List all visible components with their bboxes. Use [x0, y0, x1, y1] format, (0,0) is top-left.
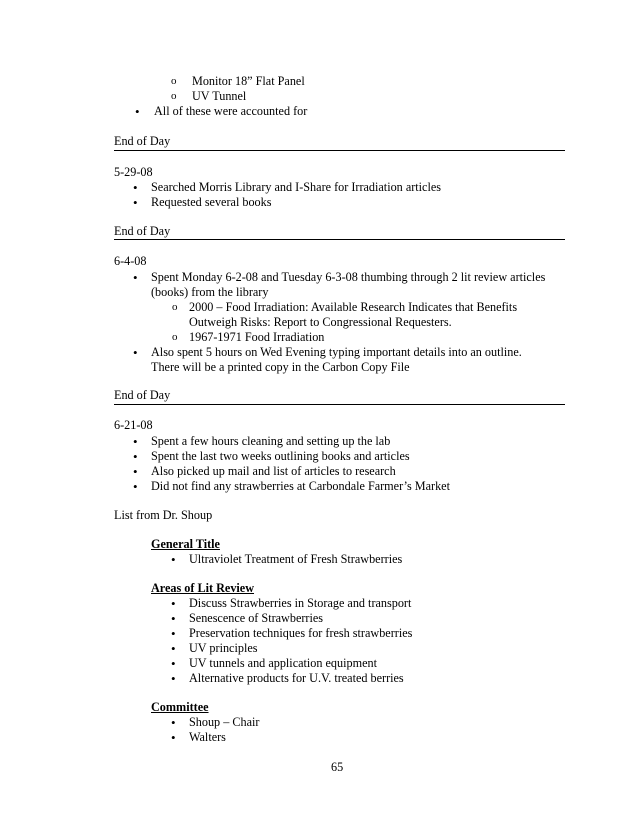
- list-item: Also spent 5 hours on Wed Evening typing important details into an outline.: [151, 345, 522, 359]
- list-item: Monitor 18” Flat Panel: [192, 74, 305, 88]
- bullet-icon: •: [171, 552, 176, 567]
- bullet-icon: •: [133, 449, 138, 464]
- sub-bullet-icon: o: [171, 90, 177, 102]
- bullet-icon: •: [171, 730, 176, 745]
- bullet-icon: •: [171, 626, 176, 641]
- list-item: Searched Morris Library and I-Share for Irradiation articles: [151, 180, 442, 194]
- list-item: Spent a few hours cleaning and setting up the lab: [151, 434, 391, 448]
- bullet-icon: •: [171, 641, 176, 656]
- list-item: Senescence of Strawberries: [189, 611, 324, 625]
- entry-date: 5-29-08: [114, 165, 153, 179]
- section-heading: Areas of Lit Review: [151, 581, 255, 595]
- section-heading: Committee: [151, 700, 209, 714]
- sub-bullet-icon: o: [172, 301, 178, 313]
- bullet-icon: •: [133, 464, 138, 479]
- bullet-icon: •: [171, 656, 176, 671]
- bullet-icon: •: [171, 715, 176, 730]
- section-heading: General Title: [151, 537, 220, 551]
- bullet-icon: •: [133, 479, 138, 494]
- list-item: Ultraviolet Treatment of Fresh Strawberries: [189, 552, 403, 566]
- list-item: Spent the last two weeks outlining books and articles: [151, 449, 410, 463]
- end-of-day-label: End of Day: [114, 224, 171, 238]
- list-item: UV Tunnel: [192, 89, 247, 103]
- list-item: Discuss Strawberries in Storage and transport: [189, 596, 412, 610]
- bullet-icon: •: [133, 270, 138, 285]
- sub-bullet-icon: o: [172, 331, 178, 343]
- divider: [114, 150, 565, 151]
- end-of-day-label: End of Day: [114, 388, 171, 402]
- end-of-day-label: End of Day: [114, 134, 171, 148]
- sub-bullet-icon: o: [171, 75, 177, 87]
- list-item: Did not find any strawberries at Carbondale Farmer’s Market: [151, 479, 450, 493]
- list-item: UV tunnels and application equipment: [189, 656, 377, 670]
- bullet-icon: •: [133, 180, 138, 195]
- list-item: Also picked up mail and list of articles to research: [151, 464, 396, 478]
- bullet-icon: •: [133, 434, 138, 449]
- page-number: 65: [331, 760, 344, 774]
- bullet-icon: •: [171, 611, 176, 626]
- list-item-continued: There will be a printed copy in the Carbon Copy File: [151, 360, 410, 374]
- bullet-icon: •: [171, 596, 176, 611]
- entry-date: 6-21-08: [114, 418, 153, 432]
- list-item: Requested several books: [151, 195, 272, 209]
- list-item: UV principles: [189, 641, 258, 655]
- list-item: Spent Monday 6-2-08 and Tuesday 6-3-08 thumbing through 2 lit review articles: [151, 270, 546, 284]
- bullet-icon: •: [171, 671, 176, 686]
- list-item: 1967-1971 Food Irradiation: [189, 330, 325, 344]
- divider: [114, 239, 565, 240]
- bullet-icon: •: [133, 195, 138, 210]
- list-item: 2000 – Food Irradiation: Available Research Indicates that Benefits: [189, 300, 518, 314]
- list-item-continued: Outweigh Risks: Report to Congressional Requesters.: [189, 315, 452, 329]
- list-item: All of these were accounted for: [154, 104, 308, 118]
- list-item: Walters: [189, 730, 226, 744]
- list-heading: List from Dr. Shoup: [114, 508, 213, 522]
- list-item: Preservation techniques for fresh strawberries: [189, 626, 413, 640]
- list-item: Alternative products for U.V. treated berries: [189, 671, 404, 685]
- list-item: Shoup – Chair: [189, 715, 260, 729]
- divider: [114, 404, 565, 405]
- list-item-continued: (books) from the library: [151, 285, 269, 299]
- bullet-icon: •: [135, 104, 140, 119]
- entry-date: 6-4-08: [114, 254, 147, 268]
- bullet-icon: •: [133, 345, 138, 360]
